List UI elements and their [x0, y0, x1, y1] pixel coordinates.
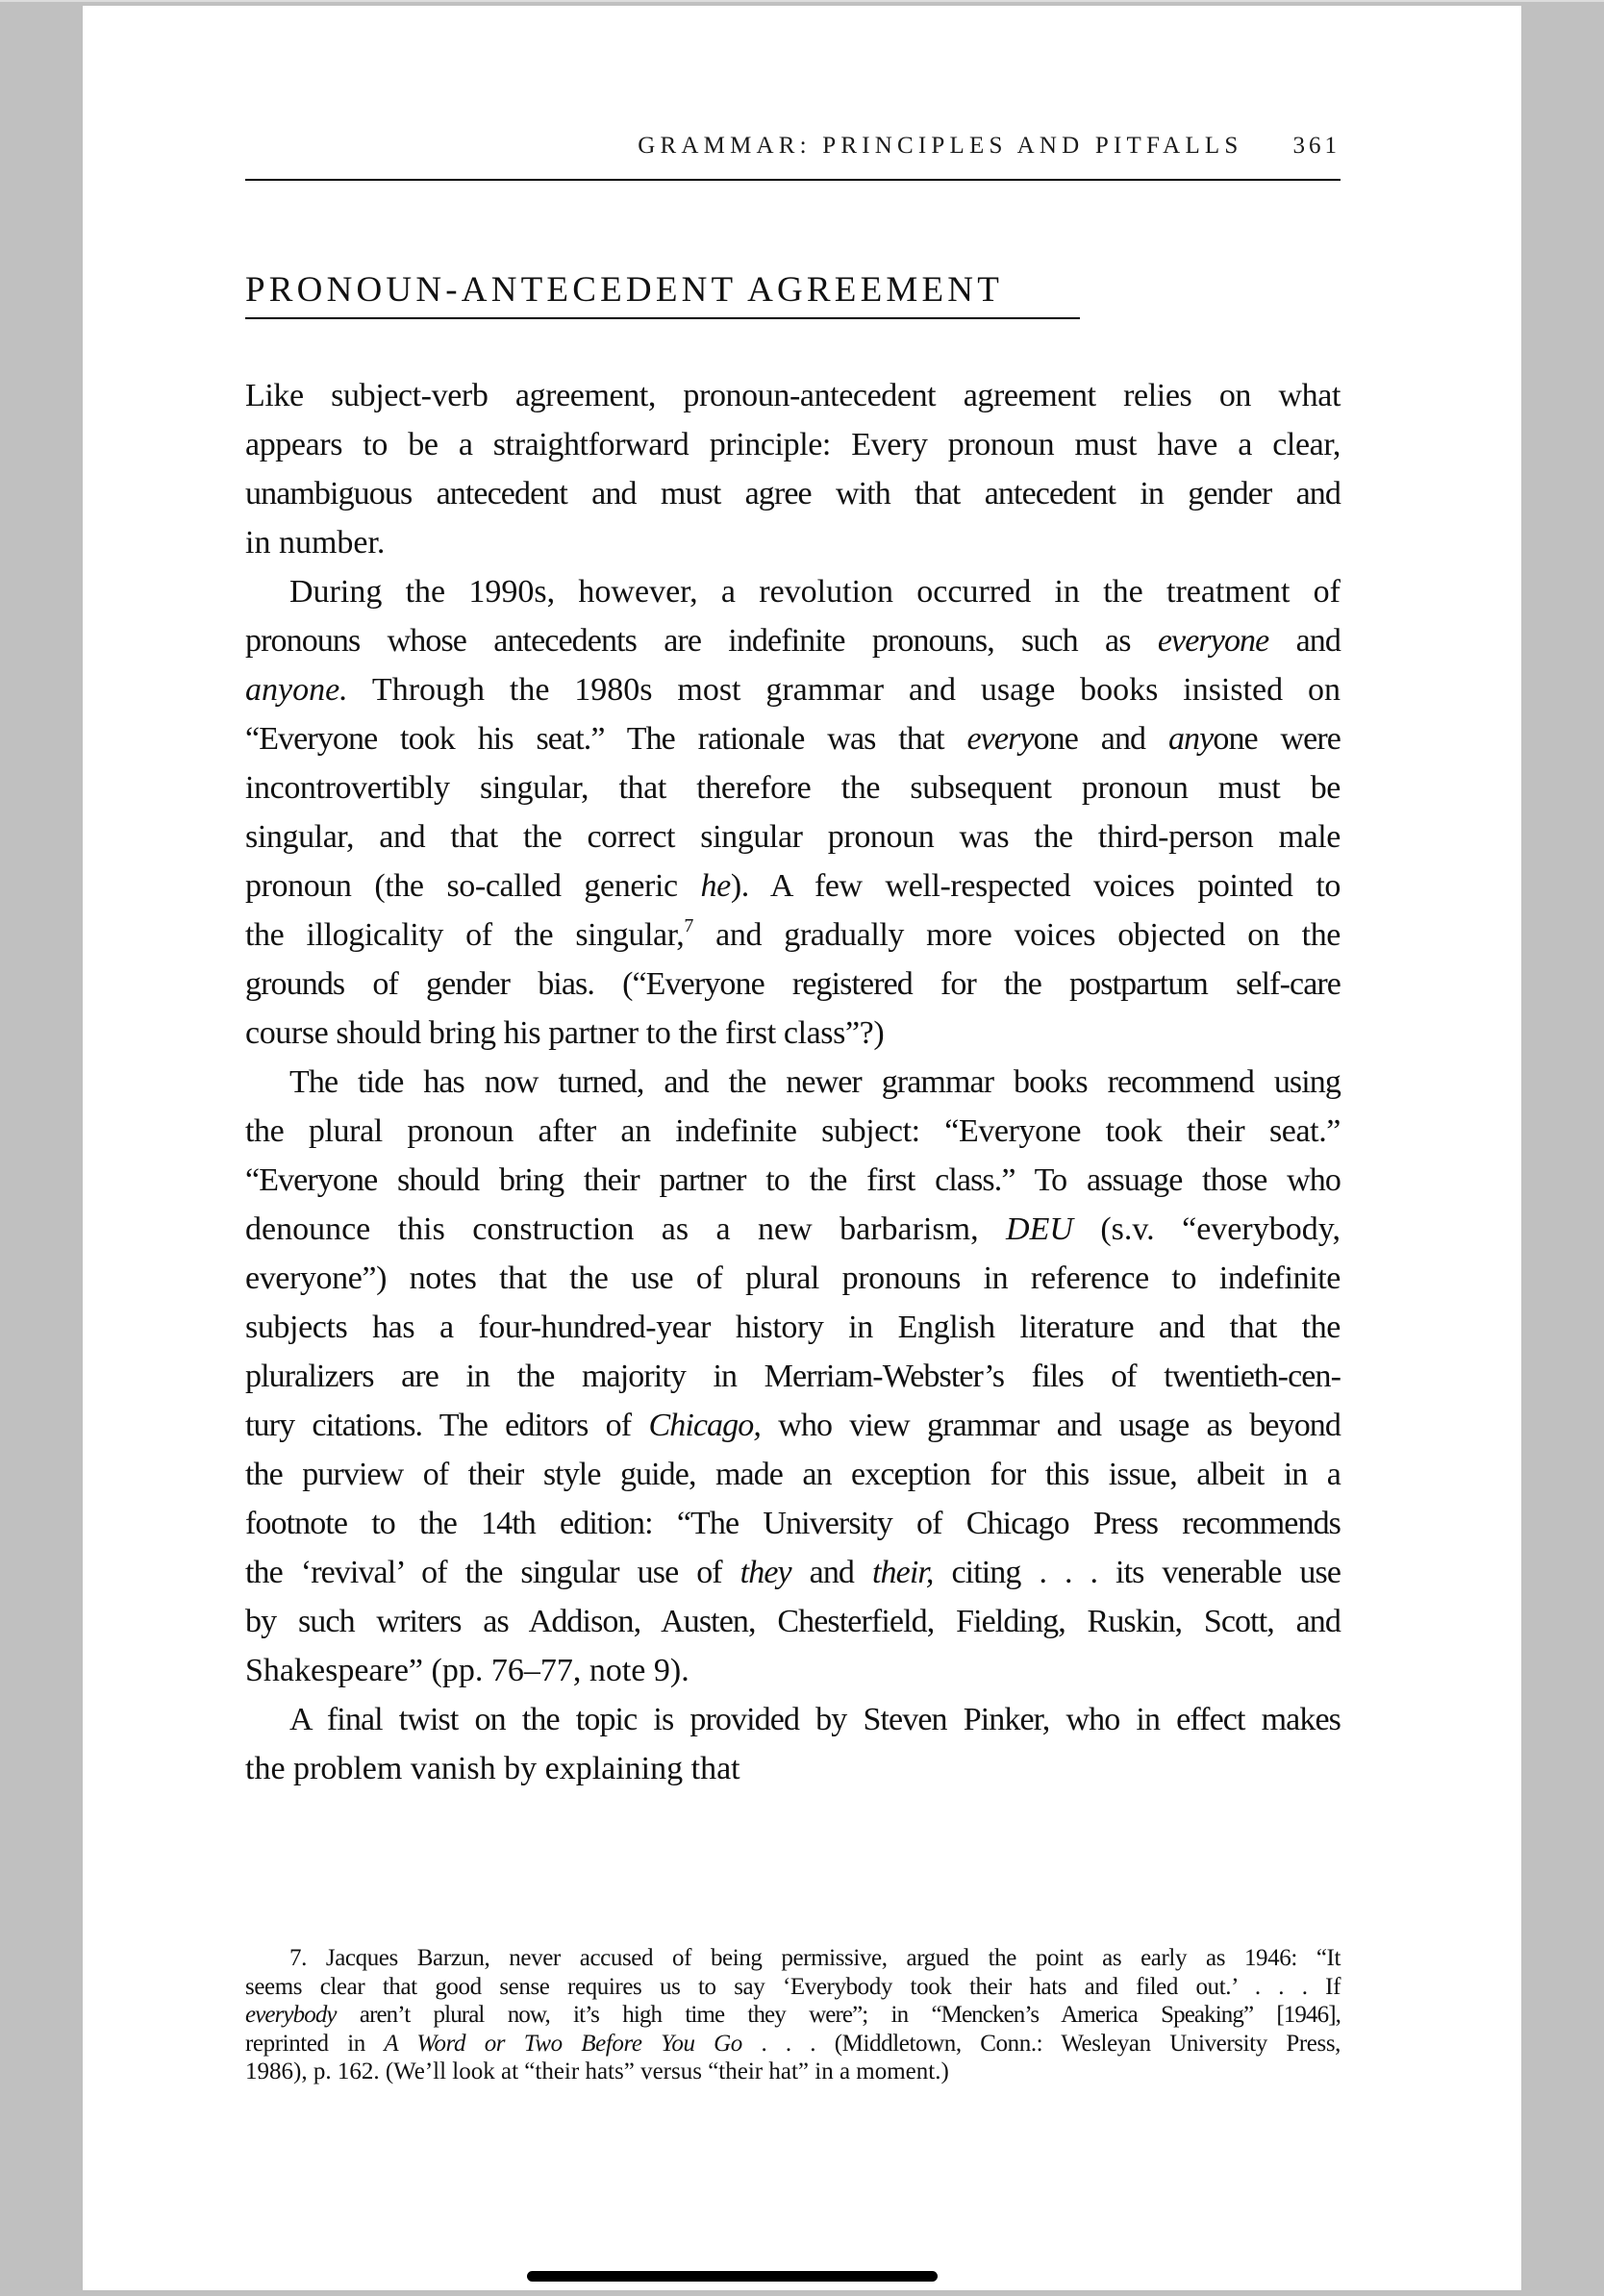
text-line: the illogicality of the singular,$^7$ and gradually more voices objected on the — [245, 915, 1341, 953]
text-line: denounce this construction as a new barbarism, DEU (s.v. “everybody, — [245, 1211, 1341, 1247]
paragraph-1 — [245, 371, 1341, 567]
home-indicator[interactable] — [527, 2271, 938, 2282]
text-line: in number. — [245, 525, 386, 561]
text-line: unambiguous antecedent and must agree with that antecedent in gender and — [245, 476, 1341, 512]
status-bar-edge — [0, 0, 1604, 2]
italic-term: their, — [871, 1555, 934, 1590]
text-line: subjects has a four-hundred-year history in English literature and that the — [245, 1310, 1341, 1345]
text-line: appears to be a straightforward principle: Every pronoun must have a clear, — [245, 427, 1341, 462]
italic-term: Chicago, — [648, 1408, 761, 1443]
footnote-line: everybody aren’t plural now, it’s high time they were”; in “Mencken’s America Speaking” [1946], — [245, 2002, 1341, 2028]
text-line: pronoun (the so-called generic he). A few well-respected voices pointed to — [245, 868, 1341, 904]
italic-term: anyone. — [245, 672, 348, 708]
text-line: “Everyone should bring their partner to the first class.” To assuage those who — [245, 1162, 1341, 1198]
text-line: The tide has now turned, and the newer grammar books recommend using — [289, 1064, 1341, 1100]
text-line: everyone”) notes that the use of plural pronouns in reference to indefinite — [245, 1260, 1341, 1296]
text-line: tury citations. The editors of Chicago, who view grammar and usage as beyond — [245, 1408, 1341, 1443]
text-line: “Everyone took his seat.” The rationale was that everyone and anyone were — [245, 721, 1341, 757]
italic-term: everybody — [245, 2002, 337, 2028]
text-line: pronouns whose antecedents are indefinite pronouns, such as everyone and — [245, 623, 1341, 659]
footnote-reference[interactable]: 7 — [684, 915, 694, 936]
text-line: the plural pronoun after an indefinite subject: “Everyone took their seat.” — [245, 1113, 1341, 1149]
section-heading: PRONOUN-ANTECEDENT AGREEMENT — [245, 270, 1004, 310]
footnote-line: reprinted in A Word or Two Before You Go . . . (Middletown, Conn.: Wesleyan University Press, — [245, 2030, 1341, 2057]
running-head-title: GRAMMAR: PRINCIPLES AND PITFALLS — [638, 133, 1243, 159]
running-head — [245, 133, 1341, 171]
footnote-line: seems clear that good sense requires us to say ‘Everybody took their hats and filed out.’ . . . If — [245, 1973, 1341, 2000]
text-line: pluralizers are in the majority in Merriam-Webster’s files of twentieth-cen- — [245, 1359, 1341, 1394]
footnote-line: 1986), p. 162. (We’ll look at “their hats” versus “their hat” in a moment.) — [245, 2059, 949, 2084]
text-line: anyone. Through the 1980s most grammar and usage books insisted on — [245, 672, 1341, 708]
text-line: During the 1990s, however, a revolution occurred in the treatment of — [289, 574, 1341, 610]
text-line: the problem vanish by explaining that — [245, 1751, 740, 1786]
italic-term: every — [966, 721, 1034, 757]
page-number: 361 — [1292, 133, 1341, 159]
text-line: A final twist on the topic is provided by Steven Pinker, who in effect makes — [289, 1702, 1341, 1737]
text-line: footnote to the 14th edition: “The University of Chicago Press recommends — [245, 1506, 1341, 1541]
paragraph-3 — [245, 1058, 1341, 1695]
section-heading-rule — [245, 317, 1080, 319]
text-line: by such writers as Addison, Austen, Chesterfield, Fielding, Ruskin, Scott, and — [245, 1604, 1341, 1639]
text-line: Shakespeare” (pp. 76–77, note 9). — [245, 1653, 689, 1688]
italic-term: any — [1167, 721, 1214, 757]
paragraph-4 — [245, 1695, 1341, 1793]
paragraph-2 — [245, 567, 1341, 1058]
running-head-rule — [245, 179, 1341, 181]
text-line: the purview of their style guide, made an exception for this issue, albeit in a — [245, 1457, 1341, 1492]
italic-title: A Word or Two Before You Go — [384, 2030, 742, 2057]
text-line: the ‘revival’ of the singular use of they and their, citing . . . its venerable use — [245, 1555, 1341, 1590]
italic-term: everyone — [1157, 623, 1269, 659]
italic-term: he — [700, 868, 731, 904]
text-line: incontrovertibly singular, that therefore the subsequent pronoun must be — [245, 770, 1341, 806]
text-line: singular, and that the correct singular pronoun was the third-person male — [245, 819, 1341, 855]
document-page[interactable] — [83, 6, 1521, 2290]
italic-term: they — [739, 1555, 791, 1590]
footnote-line: 7. Jacques Barzun, never accused of being permissive, argued the point as early as 1946: “It — [289, 1945, 1341, 1971]
text-line: grounds of gender bias. (“Everyone registered for the postpartum self-care — [245, 966, 1341, 1002]
footnote-7 — [245, 1944, 1341, 2086]
italic-term: DEU — [1006, 1211, 1073, 1247]
text-line: course should bring his partner to the first class”?) — [245, 1015, 885, 1051]
text-line: Like subject-verb agreement, pronoun-antecedent agreement relies on what — [245, 378, 1341, 413]
body-text — [245, 371, 1341, 1793]
